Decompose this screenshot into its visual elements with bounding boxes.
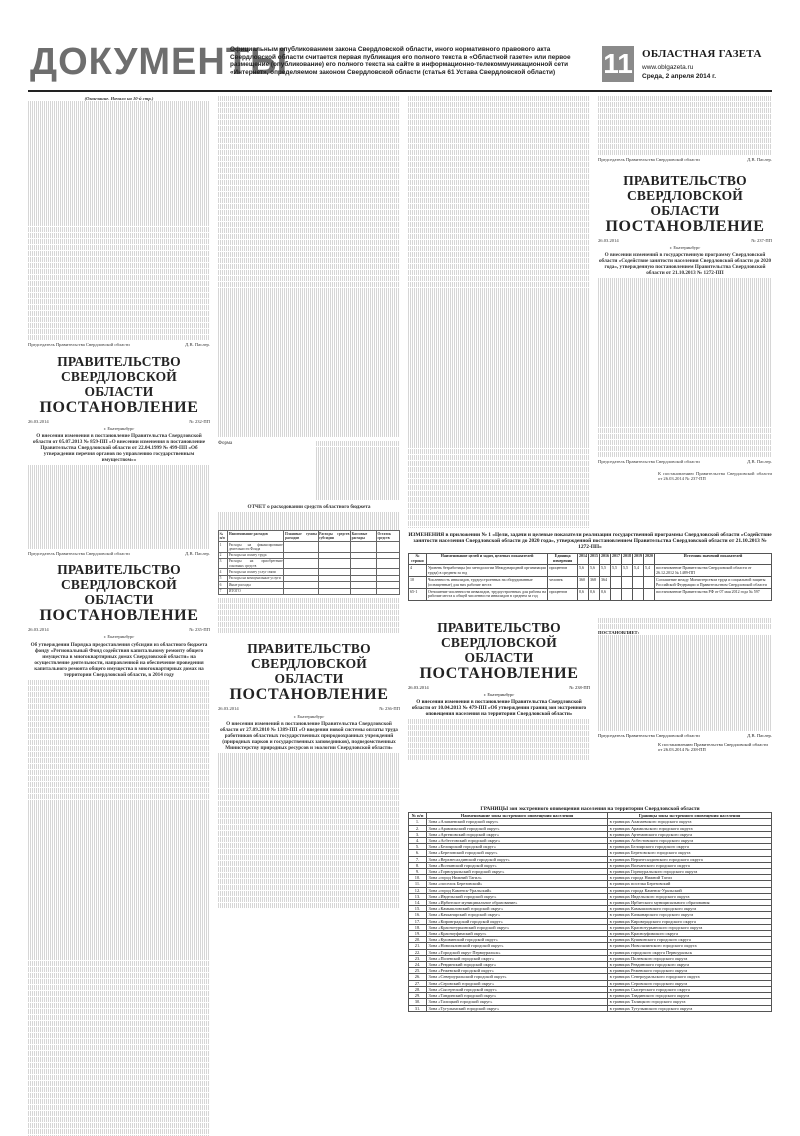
table-cell: Зона «Тугулымский городской округ» [427,1005,608,1011]
table-header-cell: 2018 [621,553,632,565]
table-cell: 5,6 [588,565,599,577]
signature: Председатель Правительства Свердловской области Д.В. Паслер. [598,157,772,163]
page-header [28,40,772,88]
table-cell: 3. [409,831,427,837]
decree-city: г. Екатеринбург [293,713,325,719]
table-cell: в границах Краснотурьинского городского округа [608,924,772,930]
table-cell: 9. [409,869,427,875]
table-cell: 14. [409,900,427,906]
table-cell [318,541,350,552]
table-cell [632,588,643,600]
table-cell [284,558,318,569]
table-cell: в границах Полевского городского округа [608,955,772,961]
table-header-cell: Плановые суммы расходов [284,531,317,541]
table-header-cell: Остаток средств [376,531,399,542]
body-text [28,680,210,1136]
table-cell: Зона «Североуральский городской округ» [427,974,608,980]
table-cell: в границах Качканарского городского округа [608,912,772,918]
table-cell: Зона «Волчанский городской округ» [427,862,608,868]
decree-title: О внесении изменений в постановление Правительства Свердловской области от 27.09.2010 № 1389-ПП «О введении новой системы оплаты труда работников областных государственных природоохранных учреждений (природных парков и государственных заповедников), подведомственных Министерству природных ресурсов и экологии Свердловской области» [220,721,398,752]
decree-title: О внесении изменений в государственную программу Свердловской области «Содействие занятости населения Свердловской области до 2020 года», утвержденную постановлением Правительства Свердловской области от 21.10.2013 № 1272-ПП [598,252,772,277]
table-cell: Зона «Верхнесалдинский городской округ» [427,856,608,862]
table-cell: Иные расходы [228,582,284,588]
table-cell: Расходы на приобретение основных средств [228,559,283,568]
table-cell [318,588,350,594]
page-number: 11 [602,46,634,82]
table-cell: Зона «Ревдинский городской округ» [427,962,608,968]
table-cell: в границах поселка Березовский [608,881,772,887]
table-cell: человек [548,577,578,589]
decree-heading: ПРАВИТЕЛЬСТВО СВЕРДЛОВСКОЙ ОБЛАСТИ ПОСТАНОВЛЕНИЕ [419,620,579,682]
table-cell: 10. [409,875,427,881]
table-header-cell: Наименование зоны экстренного оповещения населения [427,813,608,819]
table-cell: ИТОГО [228,588,284,594]
table-cell: 7. [409,856,427,862]
table-cell: Зона «Сысертский городской округ» [427,986,608,992]
table-cell: 28. [409,986,427,992]
table-cell: 24. [409,962,427,968]
table-cell: 2 [219,552,228,558]
form-row [219,588,400,594]
decree-city: г. Екатеринбург [669,245,701,251]
column-2 [218,96,400,1136]
table-cell: Соглашение между Министерством труда и социальной защиты Российской Федерации и Правительством Свердловской области [654,577,771,589]
table-cell: Зона «Талицкий городской округ» [427,999,608,1005]
changes-table-block [408,532,772,601]
decree-meta: 26.03.2014 № 235-ПП [28,627,210,632]
body-text [598,278,772,457]
table-cell [351,541,377,552]
table-cell: Уровень безработицы (по методологии Международной организации труда) в среднем за год [426,565,547,577]
column-1 [28,96,210,1136]
table-cell: в границах Кировградского городского округа [608,918,772,924]
decree-meta: 26.03.2014 № 238-ПП [408,685,590,690]
table-cell: в границах Сысертского городского округа [608,986,772,992]
table-cell: 360 [577,577,588,589]
body-text [28,465,210,548]
form-label: Форма [218,440,233,446]
table-cell: Зона «Режевской городской округ» [427,968,608,974]
table-cell: 21. [409,943,427,949]
table-cell: в границах Алапаевского городского округа [608,819,772,825]
table-cell: 27. [409,980,427,986]
issue-date: Среда, 2 апреля 2014 г. [642,73,717,80]
table-cell: в границах Ирбитского муниципального образования [608,900,772,906]
table-cell: 8. [409,862,427,868]
table-header-cell: 2020 [643,553,654,565]
table-header-cell: Границы зоны экстренного оповещения населения [608,813,772,819]
table-cell: 4. [409,838,427,844]
table-header-cell: № строки [409,553,427,565]
form-annex [316,441,400,501]
body-text [218,753,400,908]
table-cell: в границах Новолялинского городского округа [608,943,772,949]
table-cell: 23. [409,955,427,961]
table-cell: 7 [219,588,228,594]
table-cell: в границах Волчанского городского округа [608,862,772,868]
decree-verb: ПОСТАНОВЛЯЕТ: [598,629,640,635]
table-cell: 0,6 [588,588,599,600]
table-cell: в границах города Нижний Тагил [608,875,772,881]
table-cell [284,588,318,594]
table-cell: в границах Красноуфимского округа [608,931,772,937]
table-header-cell: № п/п [219,531,228,542]
table-cell [621,577,632,589]
table-cell: Зона «Кушвинский городской округ» [427,937,608,943]
decree-heading: ПРАВИТЕЛЬСТВО СВЕРДЛОВСКОЙ ОБЛАСТИ ПОСТАНОВЛЕНИЕ [39,562,199,624]
table-cell [376,558,399,569]
table-cell [351,588,377,594]
table-cell: 31. [409,1005,427,1011]
table-cell: в границах Горноуральского городского округа [608,869,772,875]
decree-city: г. Екатеринбург [103,634,135,640]
table-cell: 30. [409,999,427,1005]
table-cell: 364 [599,577,610,589]
table-cell: 17. [409,918,427,924]
decree-heading: ПРАВИТЕЛЬСТВО СВЕРДЛОВСКОЙ ОБЛАСТИ ПОСТАНОВЛЕНИЕ [39,353,199,416]
table-cell: процентов [548,565,578,577]
decree-heading: ПРАВИТЕЛЬСТВО СВЕРДЛОВСКОЙ ОБЛАСТИ ПОСТАНОВЛЕНИЕ [229,641,389,704]
table-cell: Зона «Ирбитское муниципальное образование» [427,900,608,906]
table-cell: в границах Режевского городского округа [608,968,772,974]
changes-table-title: ИЗМЕНЕНИЯ в приложении № 1 «Цели, задачи и целевые показатели реализации государственной программы Свердловской области «Содействие занятости населения Свердловской области до 2020 года», утвержденной постановлением Правительства Свердловской области от 21.10.2013 № 1272-ПП» [408,532,772,551]
table-cell: постановление Правительства Свердловской области от 26.12.2012 № 1489-ПП [654,565,771,577]
table-cell: в границах Североуральского городского округа [608,974,772,980]
column-3 [408,96,590,528]
table-cell: 0,6 [577,588,588,600]
table-cell: 1. [409,819,427,825]
table-cell: Зона «Краснотурьинский городской округ» [427,924,608,930]
table-header-cell: Наименование целей и задач, целевых показателей [426,553,547,565]
table-cell [284,541,318,552]
table-cell: Расходы на оплату услуг связи [228,569,284,575]
boundaries-table [408,812,772,1012]
table-cell: 4 [409,565,427,577]
table-cell: Зона «Новолялинский городской округ» [427,943,608,949]
table-cell: 29. [409,993,427,999]
table-cell: в границах Арамильского городского округа [608,825,772,831]
table-header-cell: Расходы средств субсидии [319,531,350,541]
changes-row [409,588,772,600]
table-cell: 18. [409,924,427,930]
table-cell: 5,5 [610,565,621,577]
publication-note: Официальным опубликованием закона Свердловской области, иного нормативного правового акта Свердловской области считается первая публикация его полного текста в «Областной газете» или первое размещение (опубликование) его полного текста на сайте в информационно-телекоммуникационной сети «Интернет», определяемом законом Свердловской области (статья 61 Устава Свердловской области) [230,46,571,76]
table-cell: Зона «Полевской городской округ» [427,955,608,961]
table-cell: 15. [409,906,427,912]
table-cell: Зона «Серовский городской округ» [427,980,608,986]
table-cell: 1 [219,541,228,552]
table-cell: Зона «Городской округ Первоуральск» [427,949,608,955]
table-cell: 65-1 [409,588,427,600]
table-cell: Зона «город Каменск-Уральский» [427,887,608,893]
form-report-title: ОТЧЕТ о расходовании средств областного бюджета [247,504,371,511]
table-cell: 5,5 [621,565,632,577]
changes-row [409,577,772,589]
boundary-row [409,1005,772,1011]
table-header-cell: Кассовые расходы [351,531,377,542]
table-cell: в границах Асбестовского городского округа [608,838,772,844]
table-cell: Расходы на оплату труда [228,552,284,558]
table-header-cell: Наименование расходов [228,531,284,542]
changes-table [408,553,772,601]
body-text [218,96,400,437]
table-header-cell: Единица измерения [548,553,578,565]
table-cell: 4 [219,569,228,575]
table-cell [610,588,621,600]
table-cell: 5,5 [599,565,610,577]
table-header-cell: 2014 [577,553,588,565]
table-cell: Зона «Асбестовский городской округ» [427,838,608,844]
table-cell: Зона «поселок Березовский» [427,881,608,887]
table-cell: в границах Ивдельского городского округа [608,893,772,899]
table-cell: процентов [548,588,578,600]
table-cell: Зона «Артемовский городской округ» [427,831,608,837]
table-cell: в границах Тугулымского городского округа [608,1005,772,1011]
table-cell: 5 [219,575,228,581]
table-cell: 0,6 [599,588,610,600]
table-cell: Зона «Камышловский городской округ» [427,906,608,912]
table-cell: Численность инвалидов, трудоустроенных на оборудованные (оснащенные) для них рабочие места [426,577,547,589]
body-text [408,719,590,760]
table-cell [351,558,377,569]
table-cell: в границах Кушвинского городского округа [608,937,772,943]
table-cell: в границах Талицкого городского округа [608,999,772,1005]
changes-row [409,565,772,577]
header-rule [28,90,772,92]
decree-title: Об утверждении Порядка предоставления субсидии из областного бюджета фонду «Региональный Фонд содействия капитальному ремонту общего имущества в многоквартирных домах Свердловской области» на осуществление деятельности, направленной на обеспечение проведения капитального ремонта общего имущества в многоквартирных домах на территории Свердловской области, в 2014 году [30,641,208,678]
form-row [219,558,400,569]
signature: Председатель Правительства Свердловской области Д.В. Паслер. [28,342,210,348]
table-cell: 11. [409,881,427,887]
table-cell: в границах города Каменск-Уральский [608,887,772,893]
table-header-cell: 2016 [599,553,610,565]
table-cell: в границах Серовского городского округа [608,980,772,986]
decree-meta: 26.03.2014 № 237-ПП [598,237,772,243]
table-cell: 3 [219,558,228,569]
table-cell: Зона «Белоярский городской округ» [427,844,608,850]
table-cell: в границах Белоярского городского округа [608,844,772,850]
newspaper-page [28,40,772,1090]
table-cell: 5,6 [577,565,588,577]
table-cell: в границах Верхнесалдинского городского округа [608,856,772,862]
table-cell: в границах Ревдинского городского округа [608,962,772,968]
decree-city: г. Екатеринбург [103,426,135,431]
table-cell: Зона «Арамильский городской округ» [427,825,608,831]
table-cell: Зона «Кировградский городской округ» [427,918,608,924]
table-cell: 2. [409,825,427,831]
signature: Председатель Правительства Свердловской области Д.В. Паслер. [598,459,772,465]
column-4 [598,96,772,528]
decree-meta: 26.03.2014 № 236-ПП [218,706,400,712]
table-cell [376,588,399,594]
table-cell: 5. [409,844,427,850]
decree-meta: 26.03.2014 № 232-ПП [28,418,210,424]
decree-238-block [408,618,590,804]
table-cell: Зона «Горноуральский городской округ» [427,869,608,875]
table-cell: Зона «город Нижний Тагил» [427,875,608,881]
body-text [408,96,590,528]
table-header-cell: 2019 [632,553,643,565]
table-cell [621,588,632,600]
table-cell: 20. [409,937,427,943]
table-cell: 26. [409,974,427,980]
table-cell: 6 [219,582,228,588]
table-cell: в границах Камышловского городского округа [608,906,772,912]
signature: Председатель Правительства Свердловской области Д.В. Паслер. [598,732,772,738]
table-cell: Зона «Качканарский городской округ» [427,912,608,918]
body-text [28,101,210,340]
decree-title: О внесении изменения в постановление Правительства Свердловской области от 05.07.2013 № 859-ПП «О внесении изменения в постановление Правительства Свердловской области от 22.04.1999 № 499-ПП «Об утверждении перечня органов по управлению государственным имуществом»» [32,433,206,464]
table-cell: Расходы на коммунальные услуги [228,575,284,581]
table-cell: в границах городского округа Первоуральск [608,949,772,955]
decree-city: г. Екатеринбург [483,692,515,697]
table-cell: 25. [409,968,427,974]
table-cell: 19. [409,931,427,937]
decree-heading: ПРАВИТЕЛЬСТВО СВЕРДЛОВСКОЙ ОБЛАСТИ ПОСТАНОВЛЕНИЕ [605,172,765,235]
table-cell: Отношение численности инвалидов, трудоустроенных для работы на рабочие места к общей численности инвалидов в среднем за год [427,588,547,599]
table-cell: 6. [409,850,427,856]
table-cell: постановление Правительства РФ от 07 мая 2012 года № 597 [654,588,771,600]
table-cell [610,577,621,589]
masthead: ОБЛАСТНАЯ ГАЗЕТА [642,48,762,60]
decree-title: О внесении изменения в постановление Правительства Свердловской области от 10.04.2013 № 479-ПП «Об утверждении границ зон экстренного оповещения населения на территории Свердловской области» [411,699,587,717]
table-cell: 12. [409,887,427,893]
body-text [598,96,772,155]
table-cell: 5,4 [643,565,654,577]
table-header-cell: № п/п [409,813,427,819]
table-header-cell: 2015 [588,553,599,565]
table-cell [632,577,643,589]
signature: Председатель Правительства Свердловской области Д.В. Паслер. [28,550,210,556]
table-cell: Расходы на финансирование деятельности Фонда [228,542,283,551]
table-cell: Зона «Алапаевский городской округ» [427,819,608,825]
table-cell: 368 [588,577,599,589]
body-text [218,512,400,529]
body-text [218,598,400,633]
annex-label: К постановлению Правительства Свердловской области от 26.03.2014 № 237-ПП [658,470,772,482]
annex-label-238: К постановлению Правительства Свердловской области от 26.03.2014 № 238-ПП [658,741,768,753]
boundaries-title: ГРАНИЦЫ зон экстренного оповещения населения на территории Свердловской области [480,806,700,812]
table-header-cell: 2017 [610,553,621,565]
table-cell: 16. [409,912,427,918]
table-cell: 10 [409,577,427,589]
section-logo: ДОКУМЕНТЫ [30,41,289,83]
continuation-note: (Окончание. Начало на 10-й стр.) [84,96,154,101]
decree-238-text [598,618,772,804]
table-cell: 22. [409,949,427,955]
table-cell: Зона «Тавдинский городской округ» [427,993,608,999]
table-cell [376,541,399,552]
table-cell [643,577,654,589]
table-cell: Зона «Красноуфимский округ» [427,931,608,937]
table-cell: 13. [409,893,427,899]
table-cell [318,558,350,569]
table-cell: в границах Артемовского городского округа [608,831,772,837]
table-cell: Зона «Березовский городской округ» [427,850,608,856]
report-form-table [218,530,400,595]
form-row [219,541,400,552]
table-cell: 5,4 [632,565,643,577]
boundaries-block [408,806,772,1012]
form-header [218,441,400,501]
table-cell: Зона «Ивдельский городской округ» [427,893,608,899]
table-cell: в границах Березовского городского округа [608,850,772,856]
table-cell [643,588,654,600]
table-cell: в границах Тавдинского городского округа [608,993,772,999]
table-header-cell: Источник значений показателей [654,553,771,565]
site-link[interactable]: www.oblgazeta.ru [642,64,694,71]
